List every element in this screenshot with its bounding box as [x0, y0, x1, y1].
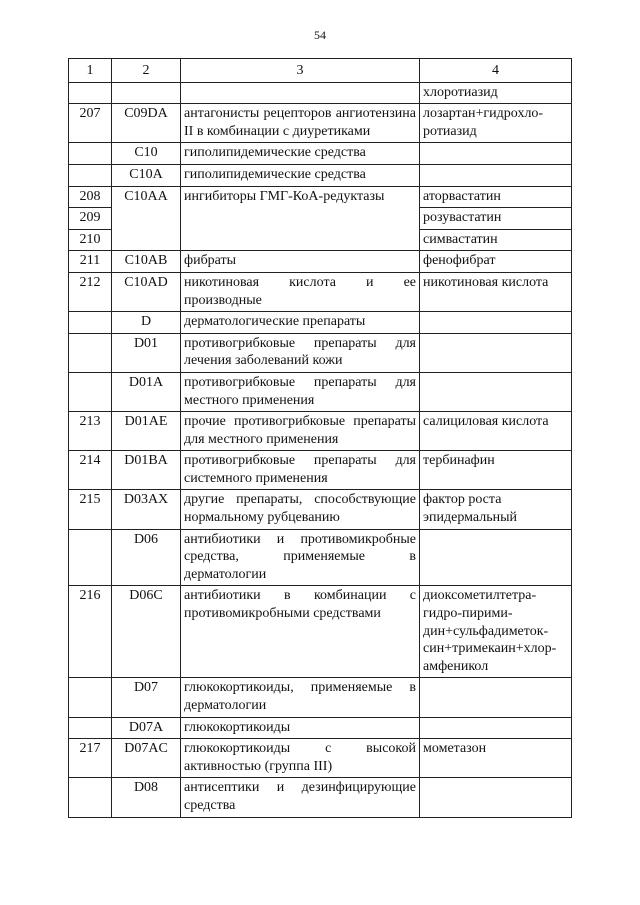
drug-name — [420, 143, 572, 165]
table-row — [69, 778, 572, 817]
table-row — [69, 251, 572, 273]
drug-name: аторвастатин — [420, 186, 572, 208]
atc-code: D08 — [112, 778, 181, 817]
drug-name: лозартан+гидрохло- ротиазид — [420, 104, 572, 143]
drug-name: фенофибрат — [420, 251, 572, 273]
group-description: другие препараты, способствующие нормальному рубцеванию — [181, 490, 420, 529]
drug-name: диоксометилтетра- гидро-пирими- дин+сульфадиметок- син+тримекаин+хлор- амфеникол — [420, 586, 572, 678]
drug-name: хлоротиазид — [420, 82, 572, 104]
table-row — [69, 312, 572, 334]
group-description: противогрибковые препараты для лечения заболеваний кожи — [181, 333, 420, 372]
drug-name: фактор роста эпидермальный — [420, 490, 572, 529]
row-number: 210 — [69, 229, 112, 251]
atc-code: D — [112, 312, 181, 334]
table-row — [69, 529, 572, 586]
group-description: ингибиторы ГМГ-КоА-редуктазы — [181, 186, 420, 251]
row-number: 208 — [69, 186, 112, 208]
row-number — [69, 678, 112, 717]
group-description: глюкокортикоиды с высокой активностью (группа III) — [181, 739, 420, 778]
row-number — [69, 82, 112, 104]
row-number — [69, 333, 112, 372]
page-number: 54 — [314, 28, 326, 42]
table-row — [69, 412, 572, 451]
row-number: 212 — [69, 272, 112, 311]
drug-name — [420, 372, 572, 411]
group-description: прочие противогрибковые препараты для местного применения — [181, 412, 420, 451]
atc-code: D01 — [112, 333, 181, 372]
table-row — [69, 104, 572, 143]
drug-name: никотиновая кислота — [420, 272, 572, 311]
drug-name — [420, 717, 572, 739]
group-description: антибиотики в комбинации с противомикробными средствами — [181, 586, 420, 678]
drug-classification-table — [68, 58, 572, 818]
atc-code: D07 — [112, 678, 181, 717]
row-number — [69, 717, 112, 739]
row-number — [69, 778, 112, 817]
drug-name: салициловая кислота — [420, 412, 572, 451]
drug-name — [420, 164, 572, 186]
group-description — [181, 82, 420, 104]
row-number: 216 — [69, 586, 112, 678]
group-description: гиполипидемические средства — [181, 143, 420, 165]
drug-name — [420, 529, 572, 586]
atc-code: C09DA — [112, 104, 181, 143]
atc-code: D01AE — [112, 412, 181, 451]
group-description: антагонисты рецепторов ангиотензина II в комбинации с диуретиками — [181, 104, 420, 143]
table-row — [69, 678, 572, 717]
table-row — [69, 372, 572, 411]
row-number: 215 — [69, 490, 112, 529]
atc-code: D06C — [112, 586, 181, 678]
row-number — [69, 372, 112, 411]
row-number: 211 — [69, 251, 112, 273]
group-description: дерматологические препараты — [181, 312, 420, 334]
drug-name — [420, 312, 572, 334]
atc-code — [112, 82, 181, 104]
header-col-2: 2 — [112, 59, 181, 83]
atc-code: D01A — [112, 372, 181, 411]
atc-code: D07AC — [112, 739, 181, 778]
table-row — [69, 490, 572, 529]
row-number: 209 — [69, 208, 112, 230]
header-col-4: 4 — [420, 59, 572, 83]
atc-code: C10 — [112, 143, 181, 165]
drug-name — [420, 778, 572, 817]
table-row — [69, 739, 572, 778]
atc-code: C10AD — [112, 272, 181, 311]
table-row — [69, 717, 572, 739]
group-description: глюкокортикоиды — [181, 717, 420, 739]
group-description: противогрибковые препараты для местного применения — [181, 372, 420, 411]
drug-name — [420, 678, 572, 717]
group-description: глюкокортикоиды, применяемые в дерматологии — [181, 678, 420, 717]
header-row — [69, 59, 572, 83]
table-row — [69, 451, 572, 490]
row-number — [69, 164, 112, 186]
table-row — [69, 186, 572, 208]
row-number: 217 — [69, 739, 112, 778]
drug-name: мометазон — [420, 739, 572, 778]
group-description: гиполипидемические средства — [181, 164, 420, 186]
atc-code: D07A — [112, 717, 181, 739]
header-col-1: 1 — [69, 59, 112, 83]
group-description: фибраты — [181, 251, 420, 273]
row-number — [69, 529, 112, 586]
table-row — [69, 586, 572, 678]
row-number: 214 — [69, 451, 112, 490]
group-description: противогрибковые препараты для системного применения — [181, 451, 420, 490]
atc-code: D06 — [112, 529, 181, 586]
table-row — [69, 272, 572, 311]
group-description: антисептики и дезинфицирующие средства — [181, 778, 420, 817]
table-row — [69, 82, 572, 104]
header-col-3: 3 — [181, 59, 420, 83]
atc-code: D03AX — [112, 490, 181, 529]
group-description: никотиновая кислота и ее производные — [181, 272, 420, 311]
row-number — [69, 143, 112, 165]
table-row — [69, 164, 572, 186]
atc-code: D01BA — [112, 451, 181, 490]
atc-code: C10AA — [112, 186, 181, 251]
row-number: 213 — [69, 412, 112, 451]
table-row — [69, 333, 572, 372]
drug-name — [420, 333, 572, 372]
row-number — [69, 312, 112, 334]
group-description: антибиотики и противомикробные средства, применяемые в дерматологии — [181, 529, 420, 586]
atc-code: C10A — [112, 164, 181, 186]
drug-name: розувастатин — [420, 208, 572, 230]
table-row — [69, 143, 572, 165]
row-number: 207 — [69, 104, 112, 143]
drug-name: симвастатин — [420, 229, 572, 251]
drug-name: тербинафин — [420, 451, 572, 490]
atc-code: C10AB — [112, 251, 181, 273]
